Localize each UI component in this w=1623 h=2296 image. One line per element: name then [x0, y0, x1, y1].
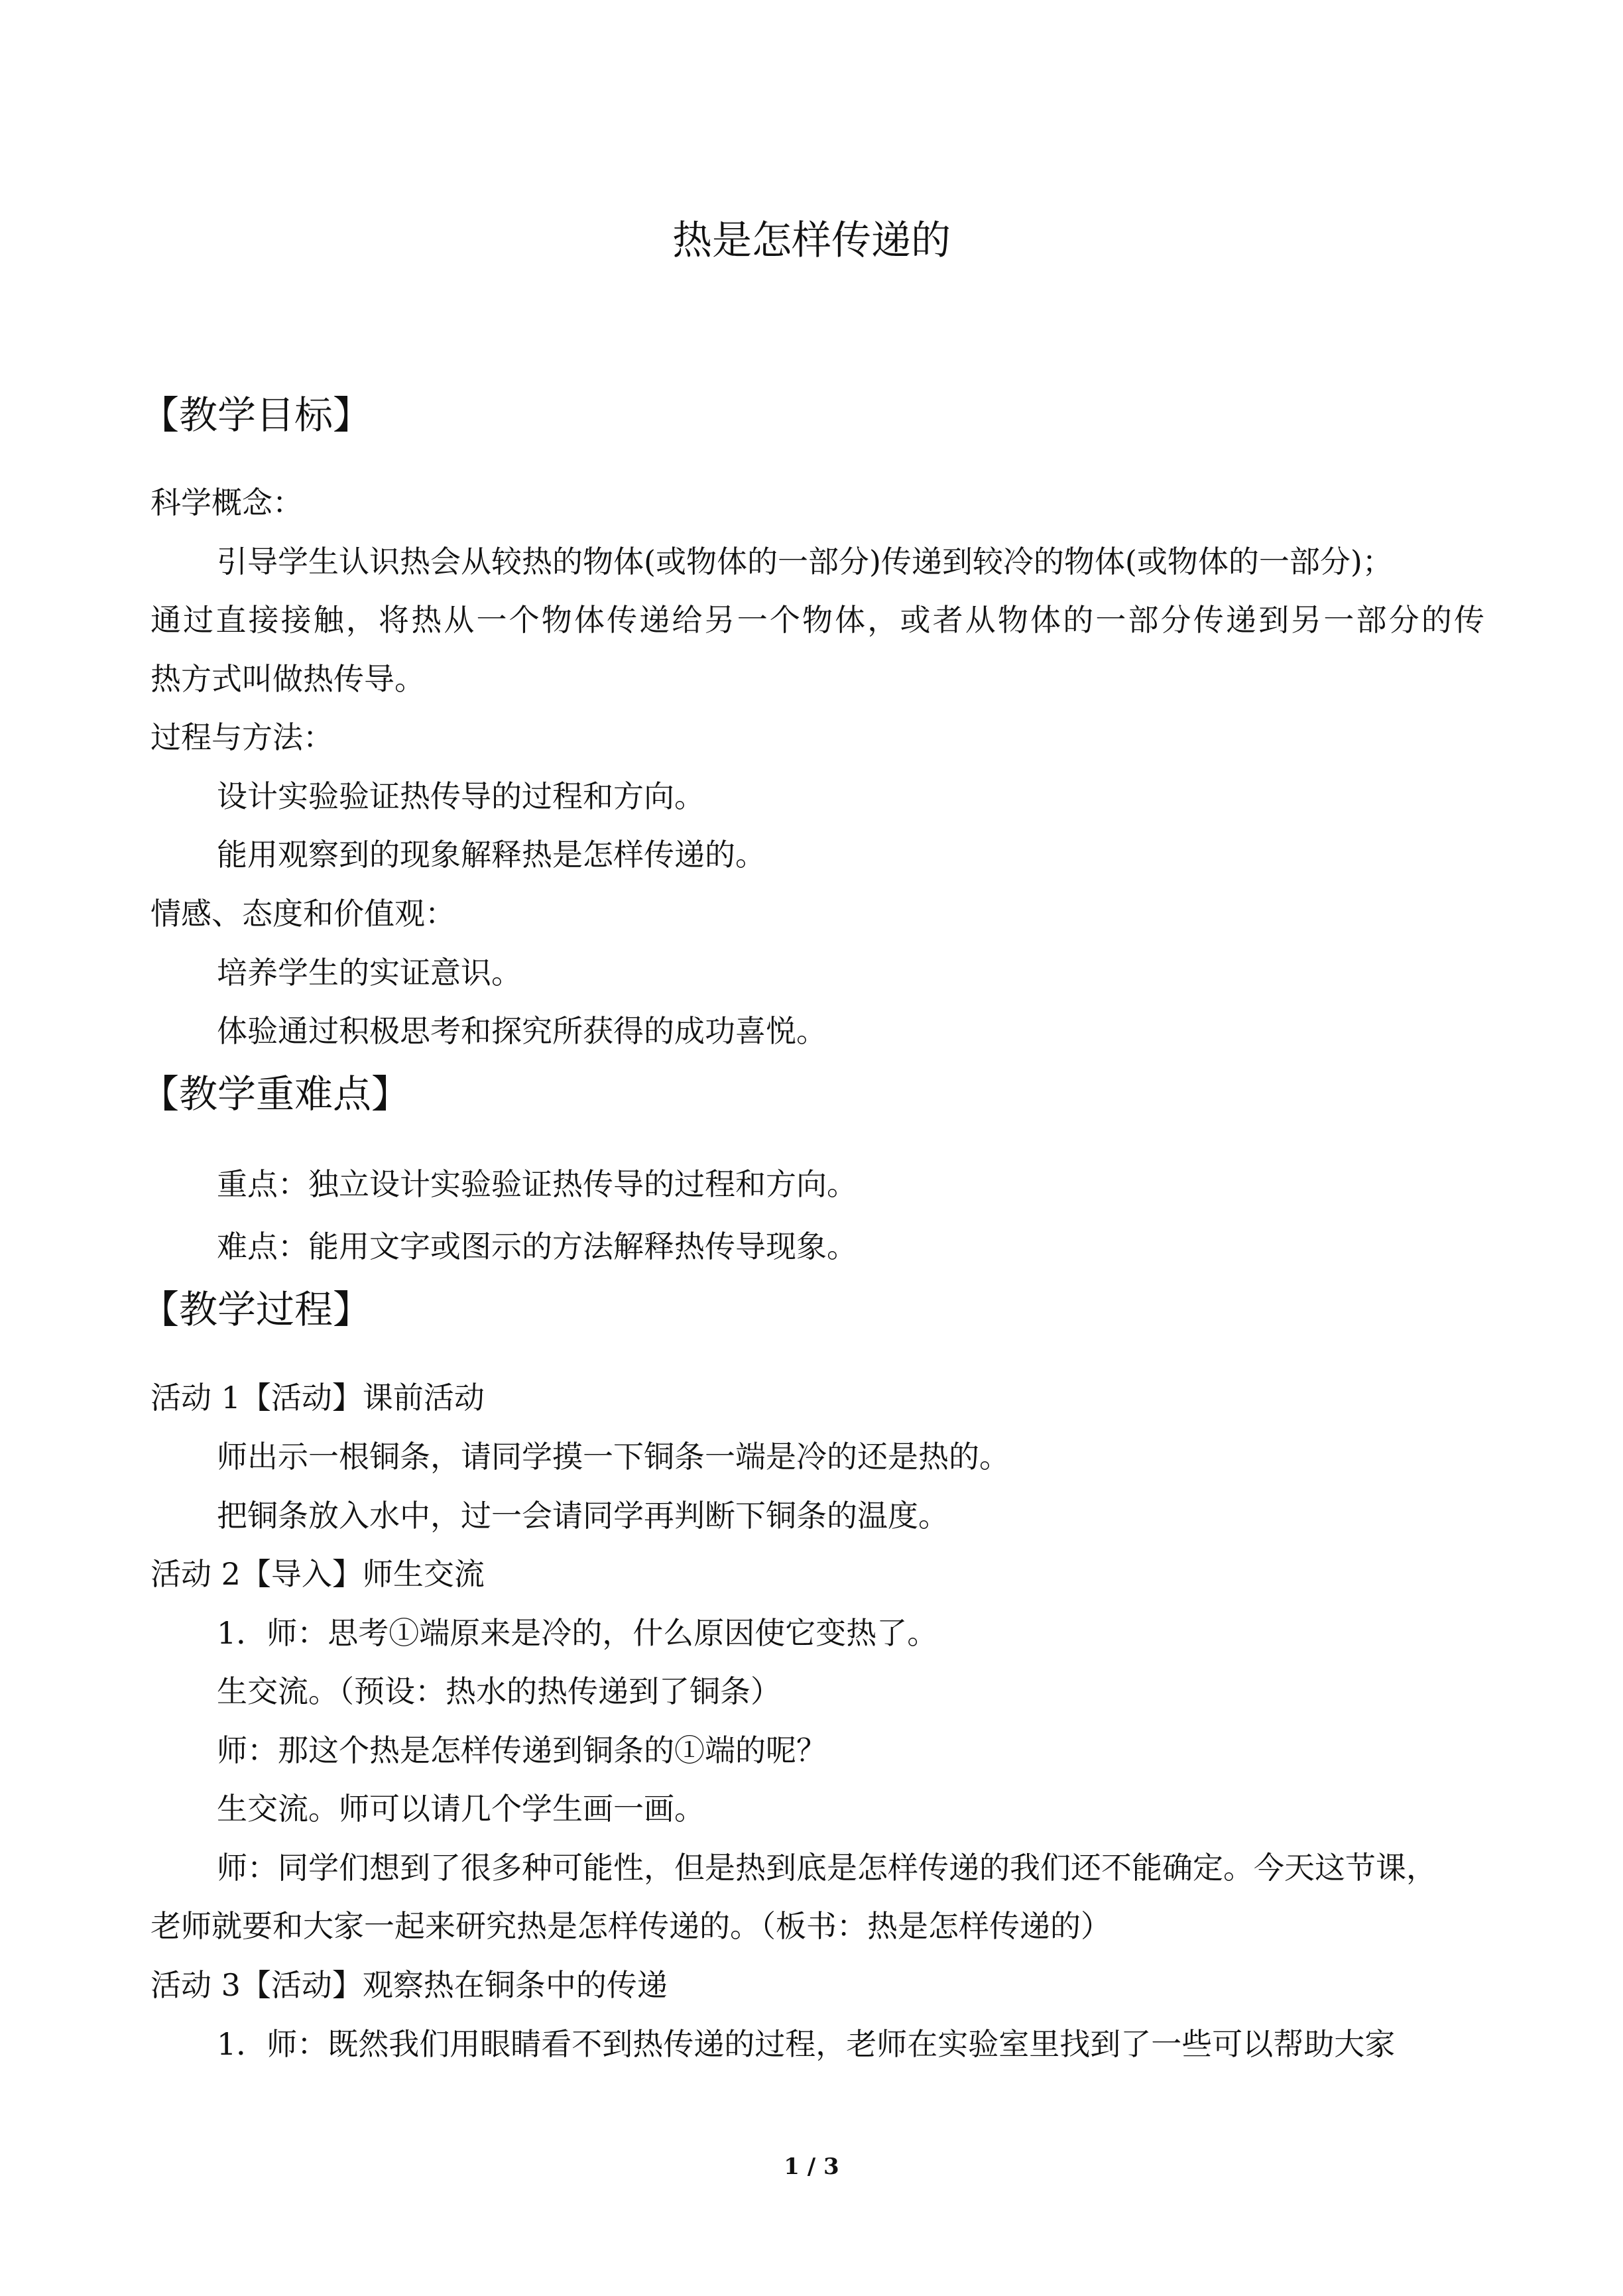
- activity-title: 活动 2【导入】师生交流: [150, 1556, 485, 1592]
- paragraph-line: 把铜条放入水中，过一会请同学再判断下铜条的温度。: [217, 1498, 949, 1534]
- paragraph-line: 热方式叫做热传导。: [150, 661, 425, 697]
- paragraph-line: 难点：能用文字或图示的方法解释热传导现象。: [217, 1229, 857, 1264]
- section-heading-goals: 【教学目标】: [141, 393, 372, 438]
- paragraph-line: 师出示一根铜条，请同学摸一下铜条一端是冷的还是热的。: [217, 1439, 1010, 1475]
- activity-title: 活动 3【活动】观察热在铜条中的传递: [150, 1967, 668, 2003]
- document-title: 热是怎样传递的: [672, 217, 951, 264]
- section-heading-key-points: 【教学重难点】: [141, 1071, 410, 1117]
- paragraph-line: 生交流。师可以请几个学生画一画。: [217, 1791, 705, 1827]
- section-heading-process: 【教学过程】: [141, 1287, 372, 1332]
- paragraph-line: 生交流。（预设：热水的热传递到了铜条）: [217, 1673, 781, 1709]
- paragraph-line: 培养学生的实证意识。: [217, 955, 522, 991]
- paragraph-line: 通过直接接触，将热从一个物体传递给另一个物体，或者从物体的一部分传递到另一部分的传: [150, 602, 1484, 638]
- label-process-method: 过程与方法：: [150, 719, 333, 755]
- paragraph-line: 引导学生认识热会从较热的物体(或物体的一部分)传递到较冷的物体(或物体的一部分)；: [217, 544, 1393, 579]
- paragraph-line: 设计实验验证热传导的过程和方向。: [217, 778, 705, 814]
- paragraph-line: 体验通过积极思考和探究所获得的成功喜悦。: [217, 1013, 827, 1049]
- paragraph-line: 师：同学们想到了很多种可能性，但是热到底是怎样传递的我们还不能确定。今天这节课，: [217, 1850, 1437, 1886]
- page-number: 1 / 3: [784, 2153, 839, 2180]
- label-science-concept: 科学概念：: [150, 485, 303, 520]
- label-emotion-attitude: 情感、态度和价值观：: [150, 896, 455, 932]
- paragraph-line: 老师就要和大家一起来研究热是怎样传递的。（板书：热是怎样传递的）: [150, 1908, 1111, 1944]
- activity-title: 活动 1【活动】课前活动: [150, 1380, 485, 1416]
- paragraph-line: 师：那这个热是怎样传递到铜条的①端的呢？: [217, 1732, 827, 1768]
- paragraph-line: 能用观察到的现象解释热是怎样传递的。: [217, 837, 766, 873]
- paragraph-line: 1．师：既然我们用眼睛看不到热传递的过程，老师在实验室里找到了一些可以帮助大家: [217, 2026, 1396, 2062]
- paragraph-line: 1．师：思考①端原来是冷的，什么原因使它变热了。: [217, 1615, 938, 1651]
- paragraph-line: 重点：独立设计实验验证热传导的过程和方向。: [217, 1166, 857, 1202]
